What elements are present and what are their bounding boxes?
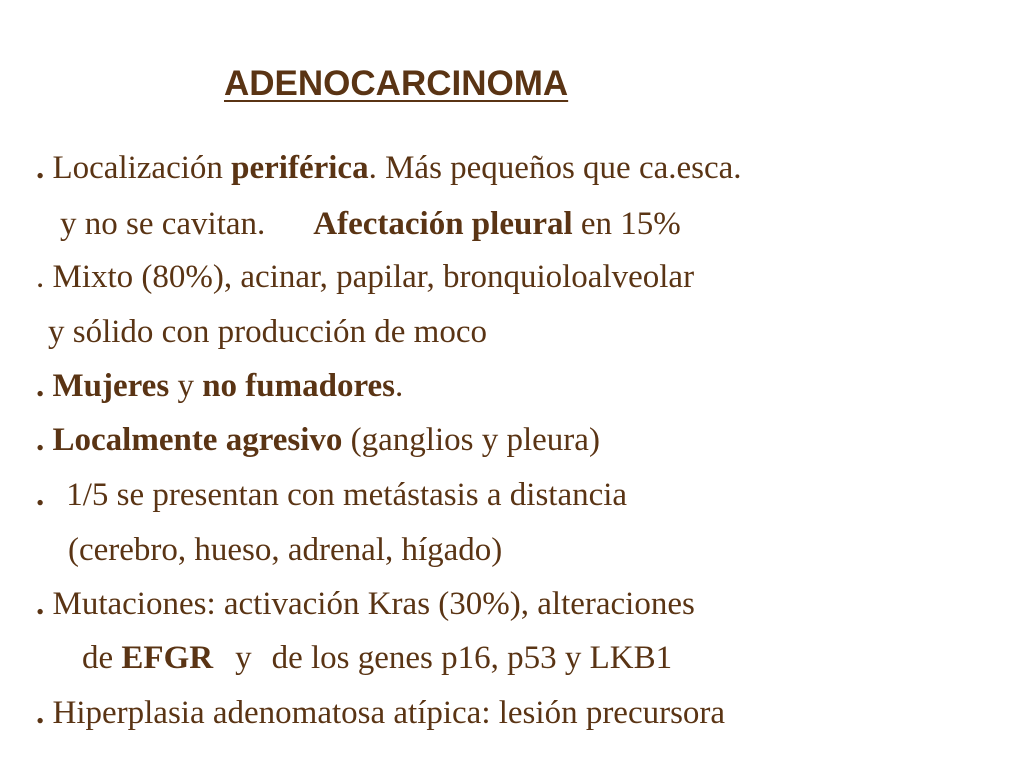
text: y (169, 368, 203, 404)
emphasis-localmente-agresivo: Localmente agresivo (52, 422, 343, 458)
text: y no se cavitan. (60, 206, 266, 242)
emphasis-no-fumadores: no fumadores (202, 368, 396, 404)
bullet-localmente-agresivo (36, 420, 600, 460)
text: y sólido con producción de moco (48, 314, 487, 350)
text: (cerebro, hueso, adrenal, hígado) (68, 532, 503, 568)
bullet-dot: . (36, 586, 53, 622)
bullet-mixto (36, 257, 694, 297)
text: Localización (52, 150, 232, 186)
text: en 15% (572, 206, 681, 242)
bullet-metastasis-cont (68, 530, 502, 570)
text: . Mixto (80%), acinar, papilar, bronquioloalveolar (36, 259, 695, 295)
text: Mutaciones: activación Kras (30%), alteraciones (52, 586, 695, 622)
emphasis-efgr: EFGR (121, 640, 214, 676)
emphasis-afectacion-pleural: Afectación pleural (313, 206, 573, 242)
bullet-metastasis (36, 475, 627, 515)
slide-title: ADENOCARCINOMA (224, 64, 569, 103)
bullet-dot: . (36, 368, 53, 404)
bullet-localizacion-cont (60, 204, 681, 244)
text: y (235, 640, 252, 676)
bullet-mutaciones (36, 584, 695, 624)
text: (ganglios y pleura) (342, 422, 600, 458)
bullet-localizacion (36, 148, 742, 188)
bullet-dot: . (36, 477, 45, 513)
bullet-dot: . (36, 150, 53, 186)
text: de los genes p16, p53 y LKB1 (271, 640, 673, 676)
bullet-mutaciones-cont (82, 638, 672, 678)
emphasis-mujeres: Mujeres (52, 368, 170, 404)
bullet-mujeres (36, 366, 403, 406)
emphasis-periferica: periférica (231, 150, 369, 186)
bullet-hiperplasia (36, 693, 725, 733)
text: . Más pequeños que ca.esca. (368, 150, 742, 186)
text: de (82, 640, 122, 676)
bullet-mixto-cont (48, 312, 487, 352)
text: Hiperplasia adenomatosa atípica: lesión precursora (52, 695, 726, 731)
bullet-dot: . (36, 422, 53, 458)
text: . (395, 368, 404, 404)
bullet-dot: . (36, 695, 53, 731)
text: 1/5 se presentan con metástasis a distancia (66, 477, 628, 513)
